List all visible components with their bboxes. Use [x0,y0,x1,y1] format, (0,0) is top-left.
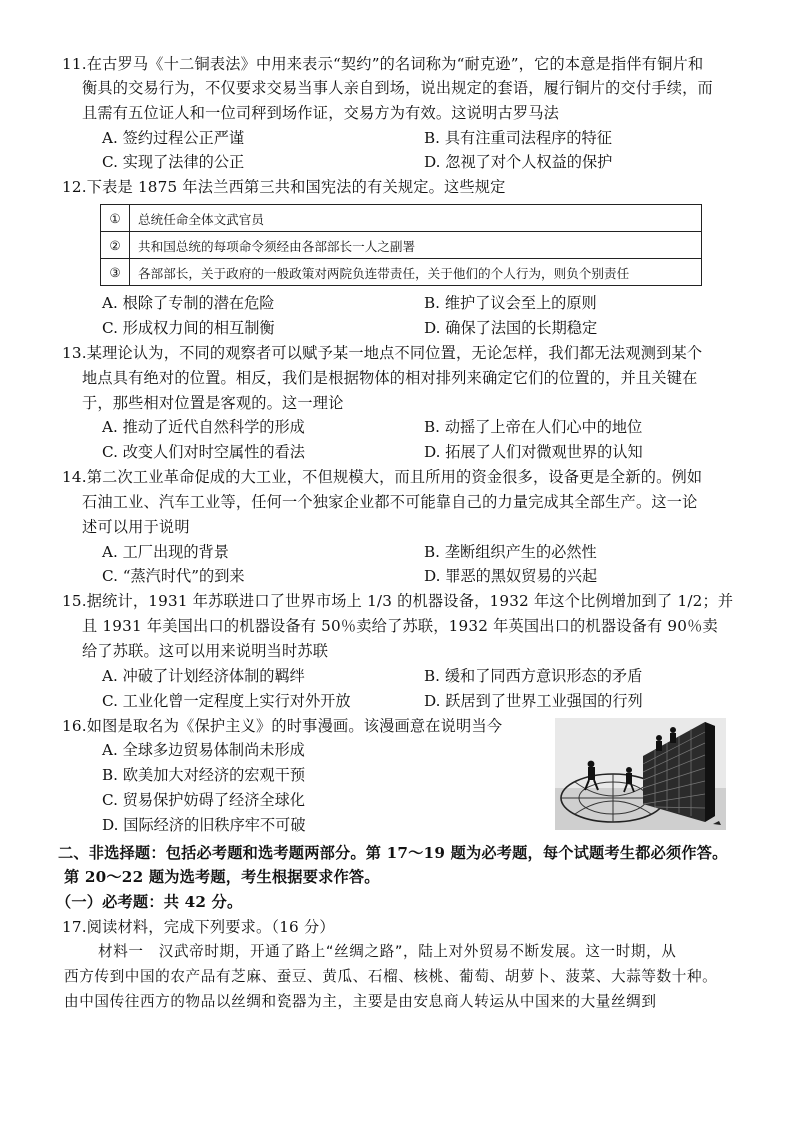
table-row-text: 总统任命全体文武官员 [130,205,702,232]
table-row [101,205,702,232]
q12-option-b[interactable]: B. 维护了议会至上的原则 [424,294,597,312]
q13-option-b[interactable]: B. 动摇了上帝在人们心中的地位 [424,418,643,436]
q14-line-1: 14.第二次工业革命促成的大工业，不但规模大，而且所用的资金很多，设备更是全新的。例如 [62,468,703,486]
section2-subheading: （一）必考题：共 42 分。 [56,893,243,911]
q11-option-b[interactable]: B. 具有注重司法程序的特征 [424,129,612,147]
q11-option-d[interactable]: D. 忽视了对个人权益的保护 [424,153,613,171]
q14-line-3: 述可以用于说明 [82,518,190,536]
q11-line-3: 且需有五位证人和一位司秤到场作证，交易方为有效。这说明古罗马法 [82,104,560,122]
table-row [101,259,702,286]
q15-line-3: 给了苏联。这可以用来说明当时苏联 [82,642,329,660]
q11-line-2: 衡具的交易行为，不仅要求交易当事人亲自到场，说出规定的套语，履行铜片的交付手续，而 [82,79,713,97]
q12-option-c[interactable]: C. 形成权力间的相互制衡 [102,319,275,337]
q17-material-line-1: 材料一 汉武帝时期，开通了路上“丝绸之路”，陆上对外贸易不断发展。这一时期，从 [98,943,677,960]
q15-option-b[interactable]: B. 缓和了同西方意识形态的矛盾 [424,667,643,685]
table-row-text: 各部部长，关于政府的一般政策对两院负连带责任，关于他们的个人行为，则负个别责任 [130,259,702,286]
q12-stem: 12.下表是 1875 年法兰西第三共和国宪法的有关规定。这些规定 [62,178,506,196]
q15-line-2: 且 1931 年美国出口的机器设备有 50％卖给了苏联，1932 年英国出口的机器设备有 90％卖 [82,617,718,635]
q17-material-line-2: 西方传到中国的农产品有芝麻、蚕豆、黄瓜、石榴、核桃、葡萄、胡萝卜、菠菜、大蒜等数十种。 [64,968,718,985]
table-row [101,232,702,259]
q16-option-a[interactable]: A. 全球多边贸易体制尚未形成 [102,741,305,759]
q13-option-c[interactable]: C. 改变人们对时空属性的看法 [102,443,305,461]
q14-option-c[interactable]: C. “蒸汽时代”的到来 [102,567,245,585]
q11-option-a[interactable]: A. 签约过程公正严谨 [102,129,245,147]
table-row-text: 共和国总统的每项命令须经由各部部长一人之副署 [130,232,702,259]
table-row-number: ② [101,232,130,259]
q16-option-b[interactable]: B. 欧美加大对经济的宏观干预 [102,766,306,784]
q14-line-2: 石油工业、汽车工业等，任何一个独家企业都不可能靠自己的力量完成其全部生产。这一论 [82,493,698,511]
q17-material-line-3: 由中国传往西方的物品以丝绸和瓷器为主，主要是由安息商人转运从中国来的大量丝绸到 [64,993,657,1010]
q16-option-c[interactable]: C. 贸易保护妨碍了经济全球化 [102,791,305,809]
q13-line-3: 于，那些相对位置是客观的。这一理论 [82,394,344,412]
q15-option-c[interactable]: C. 工业化曾一定程度上实行对外开放 [102,692,351,710]
q14-option-b[interactable]: B. 垄断组织产生的必然性 [424,543,597,561]
section2-heading-cont: 第 20～22 题为选考题，考生根据要求作答。 [64,868,380,886]
q13-option-d[interactable]: D. 拓展了人们对微观世界的认知 [424,443,643,461]
q14-option-d[interactable]: D. 罪恶的黑奴贸易的兴起 [424,567,598,585]
q15-option-a[interactable]: A. 冲破了计划经济体制的羁绊 [102,667,305,685]
section2-heading: 二、非选择题：包括必考题和选考题两部分。第 17～19 题为必考题，每个试题考生都必须作答。 [58,844,728,862]
q14-option-a[interactable]: A. 工厂出现的背景 [102,543,229,561]
q17-stem: 17.阅读材料，完成下列要求。（16 分） [62,918,335,936]
protectionism-cartoon-image [555,718,726,830]
q12-option-a[interactable]: A. 根除了专制的潜在危险 [102,294,275,312]
q11-option-c[interactable]: C. 实现了法律的公正 [102,153,245,171]
table-row-number: ③ [101,259,130,286]
q15-option-d[interactable]: D. 跃居到了世界工业强国的行列 [424,692,643,710]
q13-line-1: 13.某理论认为，不同的观察者可以赋予某一地点不同位置，无论怎样，我们都无法观测到某个 [62,344,703,362]
q16-option-d[interactable]: D. 国际经济的旧秩序牢不可破 [102,816,306,834]
table-row-number: ① [101,205,130,232]
q13-line-2: 地点具有绝对的位置。相反，我们是根据物体的相对排列来确定它们的位置的，并且关键在 [82,369,698,387]
q11-line-1: 11.在古罗马《十二铜表法》中用来表示“契约”的名词称为“耐克逊”，它的本意是指伴有铜片和 [62,55,704,73]
q15-line-1: 15.据统计，1931 年苏联进口了世界市场上 1/3 的机器设备，1932 年这个比例增加到了 1/2；并 [62,592,734,610]
q13-option-a[interactable]: A. 推动了近代自然科学的形成 [102,418,305,436]
q16-stem: 16.如图是取名为《保护主义》的时事漫画。该漫画意在说明当今 [62,717,503,735]
q12-option-d[interactable]: D. 确保了法国的长期稳定 [424,319,598,337]
q12-constitution-table [100,204,702,286]
